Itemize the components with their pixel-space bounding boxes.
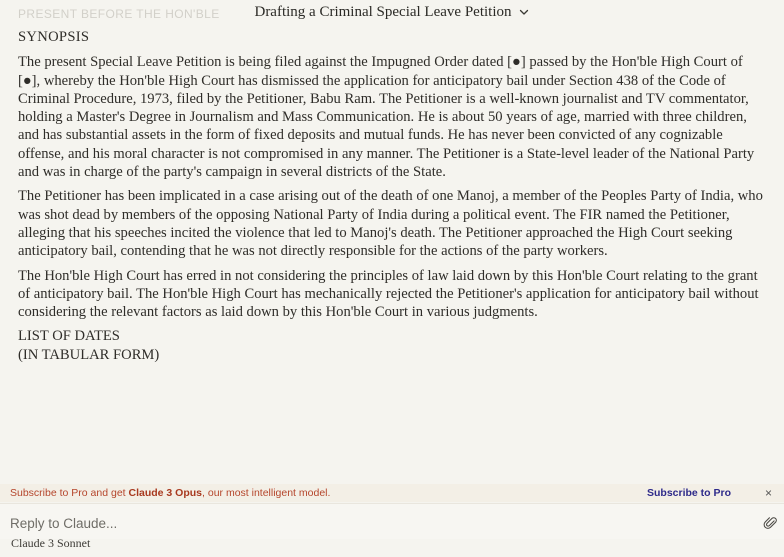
upgrade-banner-text: Subscribe to Pro and get Claude 3 Opus, our most intelligent model.	[10, 487, 331, 499]
list-of-dates-heading: LIST OF DATES	[18, 328, 120, 345]
content-fade	[0, 470, 784, 484]
close-icon[interactable]: ×	[765, 486, 773, 500]
paperclip-icon[interactable]	[763, 515, 779, 531]
upgrade-model-name: Claude 3 Opus	[128, 487, 203, 499]
list-of-dates-subheading: (IN TABULAR FORM)	[18, 346, 160, 363]
list-of-dates-heading-block	[18, 327, 768, 364]
reply-input[interactable]	[10, 514, 730, 532]
synopsis-paragraph: The Petitioner has been implicated in a case arising out of the death of one Manoj, a member of the Peoples Party of India, who was shot dead by members of the opposing National Party of India during a political event. The FIR named the Petitioner, alleging that his speeches incited the violence that led to Manoj's death. The Petitioner approached the High Court seeking anticipatory bail, contending that he was not directly responsible for the actions of the party workers.	[18, 188, 763, 260]
conversation-title-button[interactable]	[254, 4, 529, 21]
scrolled-text-fragment: PRESENT BEFORE THE HON'BLE	[18, 7, 220, 21]
conversation-title: Drafting a Criminal Special Leave Petition	[254, 3, 512, 20]
synopsis-paragraph: The Hon'ble High Court has erred in not considering the principles of law laid down by this Hon'ble Court relating to the grant of anticipatory bail. The Hon'ble High Court has mechanically rejected the Petitioner's application for anticipatory bail without considering the relevant factors as laid down by this Hon'ble Court in various judgments.	[18, 267, 759, 321]
synopsis-paragraph: The present Special Leave Petition is being filed against the Impugned Order dated [●] passed by the Hon'ble High Court of [●], whereby the Hon'ble High Court has dismissed the application for anticipatory bail under Section 438 of the Code of Criminal Procedure, 1973, filed by the Petitioner, Babu Ram. The Petitioner is a well-known journalist and TV commentator, holding a Master's Degree in Journalism and Mass Communication. He is about 50 years of age, married with three children, and has substantial assets in the form of fixed deposits and mutual funds. He has never been convicted of any cognizable offense, and his moral character is not compromised in any manner. The Petitioner is a State-level leader of the National Party and was in charge of the party's campaign in several districts of the State.	[18, 54, 755, 181]
reply-composer	[0, 503, 784, 539]
chevron-down-icon	[518, 6, 530, 18]
section-heading-synopsis: SYNOPSIS	[18, 29, 90, 45]
assistant-message	[18, 28, 768, 364]
top-bar	[0, 0, 784, 24]
model-selector[interactable]: Claude 3 Sonnet	[11, 536, 91, 550]
upgrade-banner	[0, 484, 784, 502]
subscribe-to-pro-link[interactable]: Subscribe to Pro	[647, 487, 732, 499]
